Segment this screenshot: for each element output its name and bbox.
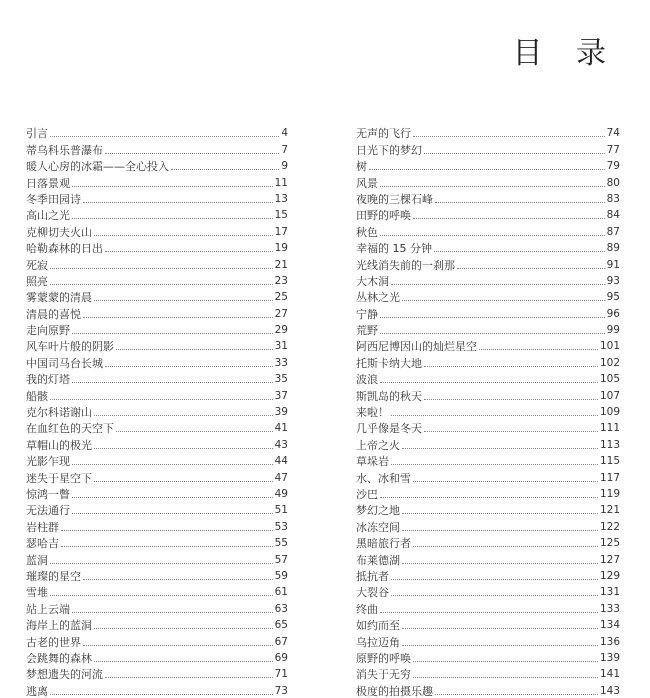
toc-entry[interactable] (26, 550, 288, 566)
toc-leader-dots (424, 399, 598, 400)
toc-leader-dots (391, 415, 598, 416)
toc-leader-dots (116, 431, 273, 432)
toc-entry[interactable] (26, 222, 288, 238)
toc-leader-dots (391, 579, 598, 580)
toc-entry-title: 风景 (356, 176, 378, 190)
toc-leader-dots (391, 284, 605, 285)
toc-entry-title: 中国司马台长城 (26, 356, 103, 370)
toc-entry-page: 134 (599, 619, 620, 632)
toc-entry-page: 39 (274, 406, 288, 419)
toc-entry-page: 143 (599, 684, 620, 697)
toc-leader-dots (72, 464, 273, 465)
toc-entry[interactable] (356, 550, 620, 566)
toc-leader-dots (72, 513, 273, 514)
toc-leader-dots (434, 251, 605, 252)
toc-entry-title: 荒野 (356, 324, 378, 338)
toc-entry-page: 25 (274, 291, 288, 304)
toc-column-left (26, 124, 288, 698)
toc-entry-title: 克尔科诺谢山 (26, 406, 92, 420)
toc-entry-title: 惊鸿一瞥 (26, 487, 70, 501)
toc-entry-page: 63 (274, 602, 288, 615)
toc-entry[interactable] (26, 501, 288, 517)
toc-entry-title: 雪堆 (26, 586, 48, 600)
toc-entry[interactable] (26, 583, 288, 599)
toc-entry-title: 克柳切夫火山 (26, 225, 92, 239)
toc-entry-page: 55 (274, 537, 288, 550)
toc-entry-page: 29 (274, 324, 288, 337)
toc-entry-page: 73 (274, 684, 288, 697)
toc-entry-page: 7 (281, 143, 288, 156)
toc-entry-title: 如约而至 (356, 619, 400, 633)
toc-entry[interactable] (26, 239, 288, 255)
toc-entry-page: 99 (606, 324, 620, 337)
toc-entry[interactable] (356, 681, 620, 697)
toc-leader-dots (402, 300, 605, 301)
toc-entry[interactable] (356, 222, 620, 238)
toc-leader-dots (105, 677, 273, 678)
toc-entry[interactable] (356, 272, 620, 288)
toc-entry-page: 84 (606, 209, 620, 222)
toc-entry[interactable] (26, 124, 288, 140)
toc-leader-dots (61, 530, 273, 531)
toc-entry[interactable] (26, 517, 288, 533)
toc-leader-dots (94, 481, 273, 482)
toc-entry-title: 蓝洞 (26, 553, 48, 567)
toc-entry-title: 乌拉迈角 (356, 635, 400, 649)
toc-entry-page: 41 (274, 422, 288, 435)
toc-entry-title: 布莱德湖 (356, 553, 400, 567)
toc-entry-page: 9 (281, 160, 288, 173)
toc-entry-page: 107 (599, 389, 620, 402)
toc-entry-page: 57 (274, 553, 288, 566)
toc-entry[interactable] (356, 370, 620, 386)
toc-entry[interactable] (26, 140, 288, 156)
toc-leader-dots (50, 284, 273, 285)
toc-leader-dots (402, 530, 598, 531)
toc-entry[interactable] (356, 190, 620, 206)
toc-entry-page: 69 (274, 651, 288, 664)
toc-entry-page: 93 (606, 274, 620, 287)
toc-entry-title: 波浪 (356, 373, 378, 387)
toc-leader-dots (479, 349, 598, 350)
toc-entry-page: 96 (606, 307, 620, 320)
toc-entry[interactable] (26, 435, 288, 451)
toc-entry[interactable] (26, 337, 288, 353)
toc-entry[interactable] (26, 632, 288, 648)
toc-entry-page: 27 (274, 307, 288, 320)
toc-entry[interactable] (356, 517, 620, 533)
toc-entry[interactable] (26, 665, 288, 681)
toc-entry-title: 逃离 (26, 684, 48, 698)
toc-entry-title: 日光下的梦幻 (356, 143, 422, 157)
toc-entry-title: 夜晚的三棵石峰 (356, 192, 433, 206)
toc-leader-dots (413, 661, 598, 662)
toc-entry[interactable] (356, 239, 620, 255)
toc-entry-page: 127 (599, 553, 620, 566)
toc-entry-title: 沙巴 (356, 487, 378, 501)
toc-leader-dots (380, 333, 605, 334)
toc-leader-dots (50, 563, 273, 564)
toc-leader-dots (171, 169, 279, 170)
toc-entry-page: 89 (606, 242, 620, 255)
toc-entry-title: 上帝之火 (356, 438, 400, 452)
toc-leader-dots (413, 136, 605, 137)
toc-leader-dots (380, 235, 605, 236)
toc-entry-title: 来啦！ (356, 406, 389, 420)
toc-entry[interactable] (26, 206, 288, 222)
toc-leader-dots (61, 546, 273, 547)
toc-entry-title: 草垛岩 (356, 455, 389, 469)
toc-entry-page: 37 (274, 389, 288, 402)
toc-leader-dots (413, 677, 598, 678)
toc-leader-dots (402, 645, 598, 646)
toc-entry-title: 迷失于星空下 (26, 471, 92, 485)
toc-column-right (356, 124, 620, 698)
toc-entry[interactable] (26, 649, 288, 665)
toc-entry[interactable] (356, 468, 620, 484)
toc-entry-page: 91 (606, 258, 620, 271)
toc-entry-title: 海岸上的蓝洞 (26, 619, 92, 633)
toc-entry[interactable] (26, 190, 288, 206)
toc-entry[interactable] (356, 665, 620, 681)
toc-leader-dots (380, 382, 598, 383)
toc-entry-page: 71 (274, 668, 288, 681)
toc-leader-dots (424, 366, 598, 367)
toc-entry[interactable] (356, 435, 620, 451)
toc-entry-page: 77 (606, 143, 620, 156)
toc-entry-page: 115 (599, 455, 620, 468)
toc-entry-page: 35 (274, 373, 288, 386)
toc-entry-page: 117 (599, 471, 620, 484)
toc-entry-page: 13 (274, 192, 288, 205)
toc-entry-page: 21 (274, 258, 288, 271)
toc-entry-title: 船骸 (26, 389, 48, 403)
toc-entry-title: 岩柱群 (26, 520, 59, 534)
toc-leader-dots (105, 366, 273, 367)
toc-leader-dots (391, 595, 598, 596)
toc-entry[interactable] (356, 419, 620, 435)
toc-leader-dots (380, 612, 598, 613)
toc-entry-title: 秋色 (356, 225, 378, 239)
toc-entry[interactable] (26, 599, 288, 615)
toc-entry[interactable] (26, 452, 288, 468)
toc-entry-page: 102 (599, 356, 620, 369)
toc-entry[interactable] (356, 386, 620, 402)
toc-entry[interactable] (356, 567, 620, 583)
toc-leader-dots (50, 268, 273, 269)
toc-entry-title: 水、冰和雪 (356, 471, 411, 485)
toc-leader-dots (50, 694, 273, 695)
toc-entry-page: 19 (274, 242, 288, 255)
toc-entry-title: 黑暗旅行者 (356, 537, 411, 551)
toc-entry-title: 走向原野 (26, 324, 70, 338)
toc-entry[interactable] (356, 140, 620, 156)
toc-entry-title: 会跳舞的森林 (26, 651, 92, 665)
toc-entry[interactable] (356, 583, 620, 599)
toc-entry-title: 日落景观 (26, 176, 70, 190)
toc-entry-title: 光线消失前的一刹那 (356, 258, 455, 272)
toc-entry-page: 15 (274, 209, 288, 222)
toc-entry-title: 树 (356, 160, 367, 174)
toc-entry-title: 冬季田园诗 (26, 192, 81, 206)
toc-entry[interactable] (356, 616, 620, 632)
toc-leader-dots (83, 202, 273, 203)
toc-entry-title: 站上云端 (26, 602, 70, 616)
toc-entry[interactable] (356, 452, 620, 468)
toc-entry-page: 131 (599, 586, 620, 599)
toc-entry[interactable] (356, 337, 620, 353)
toc-entry-page: 105 (599, 373, 620, 386)
toc-entry-page: 139 (599, 651, 620, 664)
toc-entry-title: 几乎像是冬天 (356, 422, 422, 436)
toc-entry[interactable] (356, 485, 620, 501)
toc-leader-dots (83, 645, 273, 646)
toc-entry-page: 65 (274, 619, 288, 632)
toc-entry-page: 113 (599, 438, 620, 451)
toc-leader-dots (116, 349, 273, 350)
toc-entry-page: 125 (599, 537, 620, 550)
toc-entry[interactable] (356, 353, 620, 369)
toc-entry[interactable] (26, 321, 288, 337)
toc-leader-dots (402, 628, 598, 629)
toc-entry-page: 74 (606, 127, 620, 140)
toc-leader-dots (72, 497, 273, 498)
toc-entry[interactable] (356, 321, 620, 337)
toc-entry-title: 田野的呼唤 (356, 209, 411, 223)
toc-leader-dots (402, 448, 598, 449)
toc-leader-dots (72, 218, 273, 219)
toc-leader-dots (94, 415, 273, 416)
toc-entry-page: 95 (606, 291, 620, 304)
toc-entry-title: 风车叶片般的阴影 (26, 340, 114, 354)
toc-entry-title: 丛林之光 (356, 291, 400, 305)
toc-entry-title: 璀璨的星空 (26, 569, 81, 583)
toc-entry-title: 暖人心房的冰霜——全心投入 (26, 160, 169, 174)
toc-entry-title: 极度的拍摄乐趣 (356, 684, 433, 698)
toc-entry-page: 44 (274, 455, 288, 468)
toc-entry-page: 47 (274, 471, 288, 484)
toc-leader-dots (391, 464, 598, 465)
toc-entry-title: 在血红色的天空下 (26, 422, 114, 436)
toc-entry-page: 83 (606, 192, 620, 205)
toc-entry-title: 大裂谷 (356, 586, 389, 600)
toc-leader-dots (424, 431, 598, 432)
toc-entry[interactable] (356, 206, 620, 222)
toc-entry-title: 草帽山的极光 (26, 438, 92, 452)
toc-entry-page: 51 (274, 504, 288, 517)
toc-entry[interactable] (26, 616, 288, 632)
toc-entry[interactable] (26, 403, 288, 419)
toc-entry-page: 87 (606, 225, 620, 238)
toc-entry-page: 141 (599, 668, 620, 681)
toc-leader-dots (413, 481, 598, 482)
toc-leader-dots (413, 218, 605, 219)
toc-entry-title: 梦幻之地 (356, 504, 400, 518)
toc-entry[interactable] (26, 255, 288, 271)
toc-leader-dots (72, 382, 273, 383)
toc-leader-dots (94, 661, 273, 662)
toc-entry-page: 109 (599, 406, 620, 419)
toc-entry-title: 原野的呼唤 (356, 651, 411, 665)
toc-leader-dots (50, 595, 273, 596)
toc-leader-dots (369, 169, 605, 170)
toc-leader-dots (380, 317, 605, 318)
toc-entry-page: 53 (274, 520, 288, 533)
toc-entry[interactable] (356, 534, 620, 550)
toc-entry-page: 80 (606, 176, 620, 189)
toc-leader-dots (105, 251, 273, 252)
toc-entry[interactable] (356, 255, 620, 271)
toc-entry-page: 101 (599, 340, 620, 353)
toc-entry[interactable] (26, 288, 288, 304)
toc-entry[interactable] (26, 353, 288, 369)
toc-leader-dots (72, 612, 273, 613)
toc-entry-page: 129 (599, 569, 620, 582)
toc-entry[interactable] (26, 157, 288, 173)
toc-entry-title: 高山之光 (26, 209, 70, 223)
toc-entry-title: 光影乍现 (26, 455, 70, 469)
toc-leader-dots (83, 317, 273, 318)
page-title: 目 录 (512, 36, 618, 71)
toc-leader-dots (50, 136, 279, 137)
toc-leader-dots (380, 186, 605, 187)
toc-entry-page: 61 (274, 586, 288, 599)
toc-entry-title: 抵抗者 (356, 569, 389, 583)
toc-entry[interactable] (26, 681, 288, 697)
toc-entry-page: 33 (274, 356, 288, 369)
toc-entry-page: 4 (281, 127, 288, 140)
toc-entry-title: 古老的世界 (26, 635, 81, 649)
toc-entry-title: 瑟哈吉 (26, 537, 59, 551)
toc-entry-title: 阿西尼博因山的灿烂星空 (356, 340, 477, 354)
toc-leader-dots (94, 628, 273, 629)
toc-entry[interactable] (356, 124, 620, 140)
toc-entry-title: 哈勒森林的日出 (26, 242, 103, 256)
toc-leader-dots (424, 153, 605, 154)
toc-leader-dots (94, 235, 273, 236)
toc-entry[interactable] (356, 599, 620, 615)
toc-entry-page: 31 (274, 340, 288, 353)
toc-entry[interactable] (26, 485, 288, 501)
toc-entry-title: 托斯卡纳大地 (356, 356, 422, 370)
toc-entry-title: 终曲 (356, 602, 378, 616)
toc-entry[interactable] (26, 468, 288, 484)
toc-entry[interactable] (356, 173, 620, 189)
toc-entry-page: 59 (274, 569, 288, 582)
toc-entry-title: 照亮 (26, 274, 48, 288)
toc-entry-title: 死寂 (26, 258, 48, 272)
toc-entry-page: 17 (274, 225, 288, 238)
toc-entry-title: 蒂乌科乐普瀑布 (26, 143, 103, 157)
toc-leader-dots (72, 186, 273, 187)
toc-entry[interactable] (356, 157, 620, 173)
toc-entry[interactable] (26, 272, 288, 288)
toc-leader-dots (94, 448, 273, 449)
toc-leader-dots (402, 513, 598, 514)
toc-entry-title: 清晨的喜悦 (26, 307, 81, 321)
toc-entry[interactable] (26, 173, 288, 189)
toc-entry[interactable] (356, 288, 620, 304)
toc-entry[interactable] (26, 567, 288, 583)
toc-entry[interactable] (356, 632, 620, 648)
toc-entry[interactable] (26, 370, 288, 386)
toc-entry-title: 宁静 (356, 307, 378, 321)
toc-leader-dots (105, 153, 279, 154)
toc-entry-title: 冰冻空间 (356, 520, 400, 534)
toc-entry-title: 无声的飞行 (356, 127, 411, 141)
toc-leader-dots (83, 579, 273, 580)
toc-entry-page: 43 (274, 438, 288, 451)
toc-leader-dots (50, 399, 273, 400)
toc-entry-title: 雾蒙蒙的清晨 (26, 291, 92, 305)
toc-entry-page: 23 (274, 274, 288, 287)
toc-entry-title: 无法通行 (26, 504, 70, 518)
toc-leader-dots (380, 497, 598, 498)
toc-entry-page: 111 (599, 422, 620, 435)
toc-entry-page: 49 (274, 487, 288, 500)
toc-entry[interactable] (356, 649, 620, 665)
toc-entry[interactable] (356, 403, 620, 419)
toc-entry-page: 119 (599, 487, 620, 500)
toc-leader-dots (413, 546, 598, 547)
toc-entry-page: 122 (599, 520, 620, 533)
toc-entry-title: 我的灯塔 (26, 373, 70, 387)
toc-entry[interactable] (26, 534, 288, 550)
toc-entry-page: 136 (599, 635, 620, 648)
toc-leader-dots (435, 694, 598, 695)
toc-entry-title: 大木洞 (356, 274, 389, 288)
toc-entry[interactable] (26, 304, 288, 320)
toc-entry[interactable] (356, 501, 620, 517)
toc-entry-title: 消失于无穷 (356, 668, 411, 682)
toc-leader-dots (94, 300, 273, 301)
toc-entry-page: 11 (274, 176, 288, 189)
toc-entry-page: 133 (599, 602, 620, 615)
toc-leader-dots (402, 563, 598, 564)
toc-entry-page: 79 (606, 160, 620, 173)
toc-entry-title: 梦想遗失的河流 (26, 668, 103, 682)
toc-entry-title: 斯凯岛的秋天 (356, 389, 422, 403)
toc-entry-title: 引言 (26, 127, 48, 141)
toc-leader-dots (435, 202, 605, 203)
toc-entry-page: 121 (599, 504, 620, 517)
toc-entry[interactable] (26, 419, 288, 435)
toc-entry-page: 67 (274, 635, 288, 648)
toc-leader-dots (72, 333, 273, 334)
toc-entry-title: 幸福的 15 分钟 (356, 242, 432, 256)
toc-entry[interactable] (356, 304, 620, 320)
toc-leader-dots (457, 268, 605, 269)
toc-entry[interactable] (26, 386, 288, 402)
